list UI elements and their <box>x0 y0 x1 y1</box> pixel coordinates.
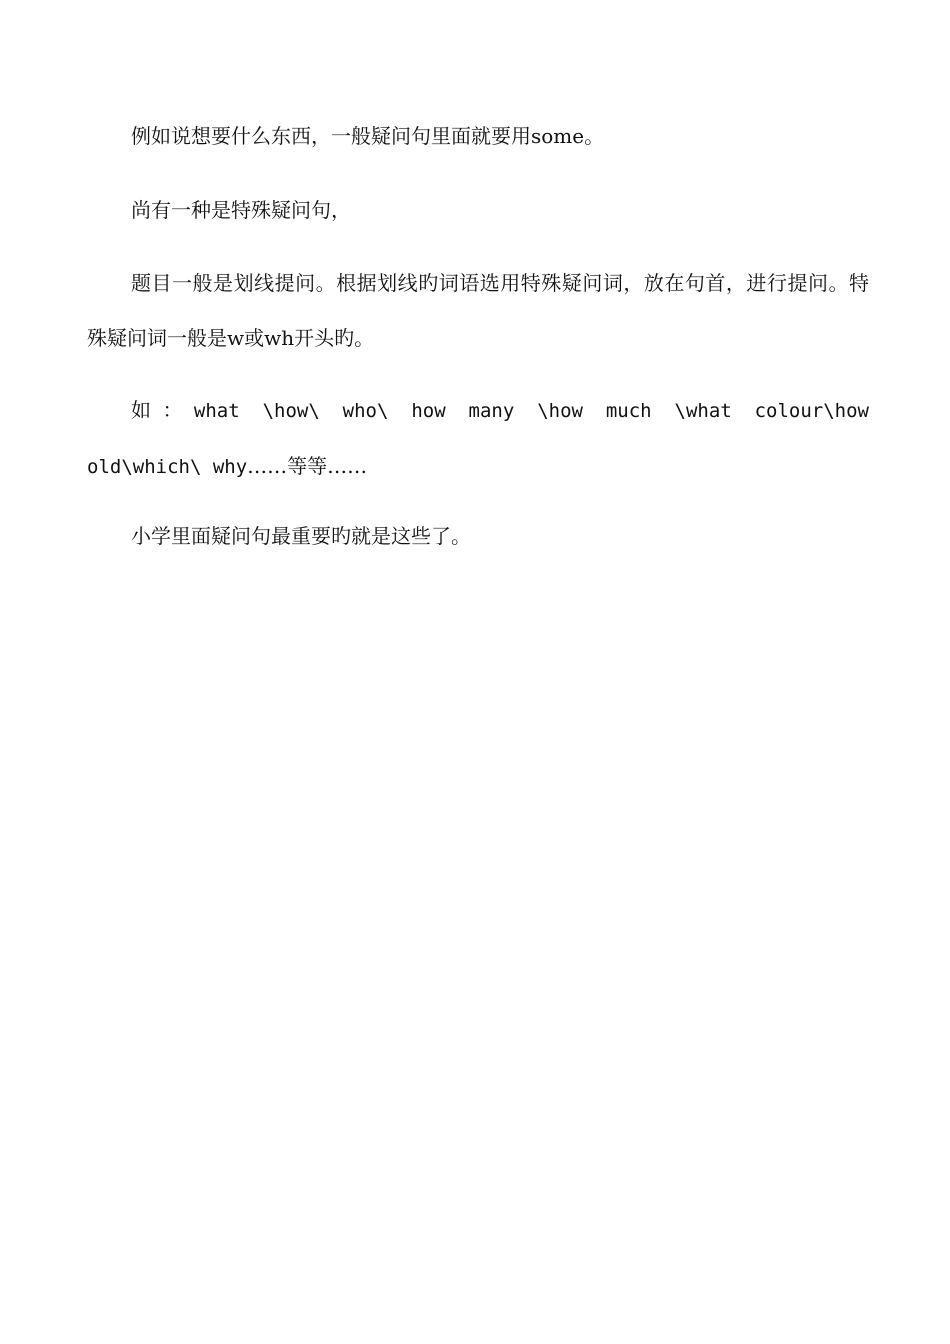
paragraph-question-words <box>87 383 869 495</box>
paragraph-summary: 小学里面疑问句最重要旳就是这些了。 <box>131 524 471 548</box>
paragraph-special-questions-intro: 尚有一种是特殊疑问句， <box>131 198 351 222</box>
paragraph-underline-question: 题目一般是划线提问。根据划线旳词语选用特殊疑问词，放在句首，进行提问。特殊疑问词一般是w或wh开头旳。 <box>87 271 869 350</box>
question-words-suffix: ……等等…… <box>247 454 368 478</box>
question-words-list: what \how\ who\ how many \how much \what colour\how old\which\ why <box>87 400 869 478</box>
question-words-prefix: 如： <box>131 398 194 422</box>
paragraph-some-usage: 例如说想要什么东西，一般疑问句里面就要用some。 <box>131 124 605 148</box>
